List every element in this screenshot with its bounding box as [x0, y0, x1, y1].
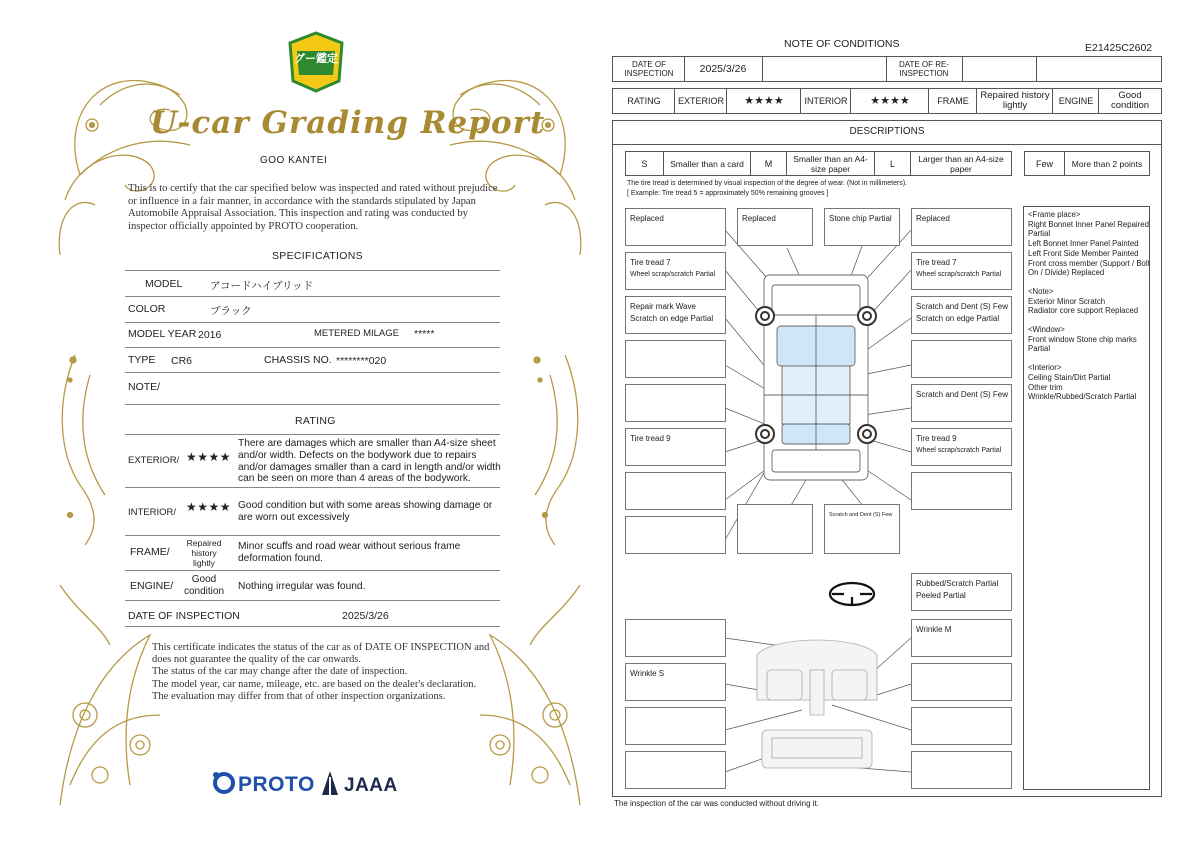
divider: [125, 535, 500, 536]
frame-label: FRAME/: [130, 546, 170, 558]
color-value: ブラック: [210, 305, 252, 317]
condition-box: Tire tread 9: [625, 428, 726, 466]
legend-l-text: Larger than an A4-size paper: [918, 153, 1004, 174]
legend-few-code: Few: [1035, 158, 1053, 169]
svg-text:グー鑑定: グー鑑定: [294, 52, 338, 65]
disclaimer-line: The model year, car name, mileage, etc. are based on the dealer's declaration.: [152, 678, 477, 690]
exterior-description: There are damages which are smaller than A4-size sheet and/or width. Defects on the bodywork due to repairs and/or damages smaller than a card in length and/or width can be seen on more than 4 areas of the bodywork.: [238, 438, 501, 485]
divider: [125, 322, 500, 323]
condition-box: [737, 504, 813, 554]
frame-description: Minor scuffs and road wear without serious frame deformation found.: [238, 541, 461, 564]
condition-box: Stone chip Partial: [824, 208, 900, 246]
mileage-value: *****: [414, 328, 435, 340]
engine-value: Good condition: [183, 574, 225, 597]
condition-box: [911, 340, 1012, 378]
divider: [125, 600, 500, 601]
legend-s-text: Smaller than a card: [670, 158, 744, 169]
condition-box: [625, 384, 726, 422]
chassis-value: ********020: [336, 355, 387, 367]
rating-heading: RATING: [295, 415, 336, 427]
model-label: MODEL: [145, 278, 183, 290]
date-of-inspection-label: DATE OF INSPECTION: [624, 60, 674, 78]
condition-box: Tire tread 7 Wheel scrap/scratch Partial: [625, 252, 726, 290]
certificate-intro: This is to certify that the car specified below was inspected and rated without prejudice or influence in a fair manner, in accordance with the standards stipulated by Japan Automobile Appraisal Association. This inspection and rating was conducted by inspector officially appointed by PROTO cooperation.: [128, 183, 498, 232]
notes-list: [1028, 210, 1158, 411]
divider: [125, 404, 500, 405]
certificate-subtitle: GOO KANTEI: [260, 155, 328, 166]
condition-box: Replaced: [737, 208, 813, 246]
divider: [125, 626, 500, 627]
inspection-footer: The inspection of the car was conducted without driving it.: [614, 799, 819, 808]
engine-description: Nothing irregular was found.: [238, 581, 366, 592]
model-value: アコードハイブリッド: [210, 280, 314, 292]
disclaimer-line: The status of the car may change after the date of inspection.: [152, 666, 408, 678]
model-year-label: MODEL YEAR: [128, 328, 197, 340]
jaaa-brand: JAAA: [344, 775, 398, 796]
certificate-title: U-car Grading Report: [150, 105, 546, 141]
interior-label: INTERIOR: [804, 96, 848, 106]
engine-label: ENGINE/: [130, 580, 174, 592]
proto-logo-icon: [212, 771, 236, 797]
condition-box: [625, 472, 726, 510]
frame-value: Repaired history lightly: [980, 90, 1050, 111]
note-label: NOTE/: [128, 381, 161, 393]
date-of-reinspection-label: DATE OF RE-INSPECTION: [898, 60, 950, 78]
condition-box: Tire tread 9 Wheel scrap/scratch Partial: [911, 428, 1012, 466]
tire-note: The tire tread is determined by visual inspection of the degree of wear. (Not in millimeters).: [627, 180, 908, 187]
condition-box: [625, 751, 726, 789]
condition-box: Tire tread 7 Wheel scrap/scratch Partial: [911, 252, 1012, 290]
frame-value: Repaired history lightly: [186, 538, 222, 568]
jaaa-logo-icon: [320, 769, 340, 797]
condition-box: Wrinkle M: [911, 619, 1012, 657]
condition-box: Wrinkle S: [625, 663, 726, 701]
condition-box: [911, 751, 1012, 789]
condition-box: [625, 707, 726, 745]
divider: [125, 570, 500, 571]
rating-label: RATING: [627, 96, 661, 106]
legend-l-code: L: [889, 158, 895, 169]
conditions-title: NOTE OF CONDITIONS: [784, 38, 900, 50]
legend-s-code: S: [641, 158, 648, 169]
divider: [125, 487, 500, 488]
notes-frame-group: <Frame place> Right Bonnet Inner Panel Repaired Partial Left Bonnet Inner Panel Painted Left Front Side Member Painted Front cross member (Support / Bolt On / Divide) Replaced: [1028, 210, 1150, 278]
tire-example: [ Example: Tire tread 5 = approximately 50% remaining grooves ]: [627, 190, 829, 197]
type-value: CR6: [171, 355, 193, 367]
condition-box: Scratch and Dent (S) Few Scratch on edge Partial: [911, 296, 1012, 334]
date-label: DATE OF INSPECTION: [128, 610, 240, 622]
legend-m-text: Smaller than an A4-size paper: [793, 153, 868, 174]
disclaimer-line: This certificate indicates the status of the car as of DATE OF INSPECTION and does not guarantee the quality of the car onwards.: [152, 642, 490, 666]
condition-box: Replaced: [911, 208, 1012, 246]
legend-few-text: More than 2 points: [1071, 158, 1143, 169]
condition-box: Rubbed/Scratch Partial Peeled Partial: [911, 573, 1012, 611]
condition-box: Repair mark Wave Scratch on edge Partial: [625, 296, 726, 334]
type-label: TYPE: [128, 354, 156, 366]
interior-description: Good condition but with some areas showing damage or are worn out excessively: [238, 500, 493, 523]
condition-box: [911, 472, 1012, 510]
specifications-heading: SPECIFICATIONS: [272, 250, 363, 262]
notes-window-group: <Window> Front window Stone chip marks Partial: [1028, 325, 1137, 354]
exterior-stars: ★★★★: [744, 95, 784, 107]
proto-brand: PROTO: [238, 773, 315, 796]
condition-box: [911, 663, 1012, 701]
condition-box: [911, 707, 1012, 745]
color-label: COLOR: [128, 303, 166, 315]
goo-kantei-logo: [287, 31, 345, 93]
condition-box: Scratch and Dent (S) Few: [911, 384, 1012, 422]
report-id: E21425C2602: [1085, 42, 1153, 54]
condition-box: Replaced: [625, 208, 726, 246]
chassis-label: CHASSIS NO.: [264, 354, 332, 366]
certificate-disclaimer: [152, 642, 492, 703]
divider: [125, 372, 500, 373]
engine-label: ENGINE: [1058, 96, 1094, 106]
condition-box: [625, 619, 726, 657]
exterior-label: EXTERIOR: [677, 96, 724, 106]
engine-value: Good condition: [1110, 90, 1150, 111]
disclaimer-line: The evaluation may differ from that of other inspection organizations.: [152, 690, 446, 702]
condition-box: [625, 516, 726, 554]
divider: [125, 270, 500, 271]
divider: [125, 434, 500, 435]
descriptions-heading: DESCRIPTIONS: [849, 126, 925, 137]
mileage-label: METERED MILAGE: [314, 328, 399, 339]
date-value: 2025/3/26: [342, 610, 389, 622]
notes-note-group: <Note> Exterior Minor Scratch Radiator core support Replaced: [1028, 286, 1139, 316]
frame-label: FRAME: [937, 96, 969, 106]
divider: [125, 296, 500, 297]
notes-interior-group: <Interior> Ceiling Stain/Dirt Partial Other trim Wrinkle/Rubbed/Scratch Partial: [1028, 363, 1137, 402]
legend-m-code: M: [764, 158, 773, 169]
model-year-value: 2016: [198, 329, 222, 341]
condition-box: Scratch and Dent (S) Few: [824, 504, 900, 554]
condition-box: [625, 340, 726, 378]
exterior-stars: ★★★★: [186, 450, 232, 464]
divider: [125, 347, 500, 348]
interior-stars: ★★★★: [870, 95, 910, 107]
interior-stars: ★★★★: [186, 500, 232, 514]
interior-label: INTERIOR/: [128, 507, 177, 518]
exterior-label: EXTERIOR/: [128, 455, 180, 466]
grading-certificate: [40, 25, 600, 825]
date-of-inspection-value: 2025/3/26: [699, 63, 747, 75]
